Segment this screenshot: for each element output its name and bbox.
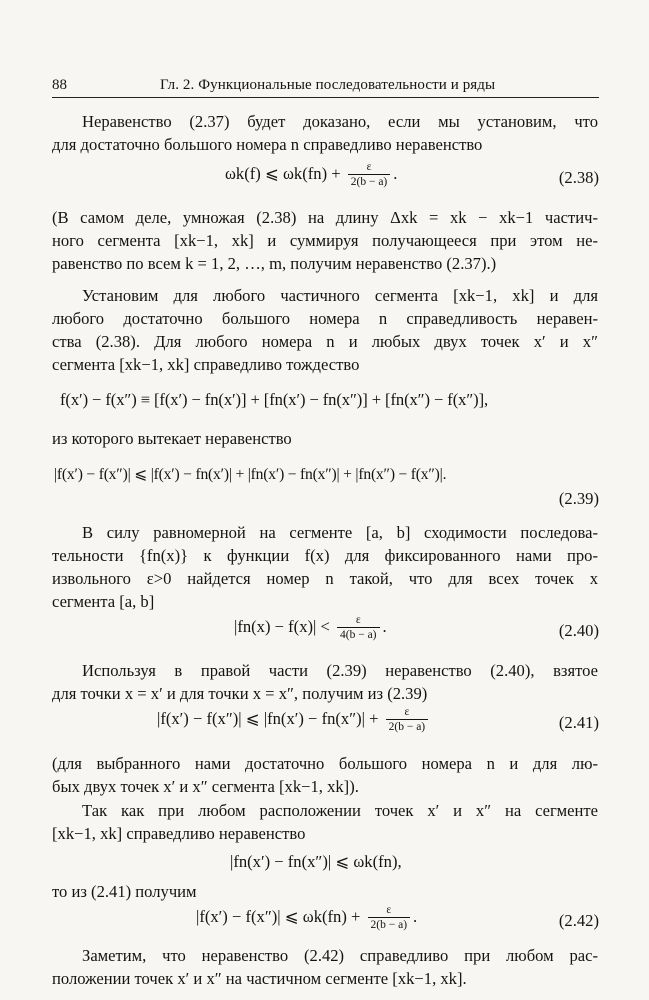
equation-2-41-lhs: |f(x′) − f(x″)| ⩽ |fn(x′) − fn(x″)| +	[157, 708, 379, 728]
text-line-21: то из (2.41) получим	[52, 882, 197, 901]
text-line-19: Так как при любом расположении точек x′ и x″ на сегменте	[82, 801, 598, 820]
text-line-23: положении точек x′ и x″ на частичном сегменте [xk−1, xk].	[52, 969, 467, 988]
text-line-16: для точки x = x′ и для точки x = x″, получим из (2.39)	[52, 684, 428, 703]
equation-label-2-39: (2.39)	[558, 489, 599, 508]
text-line-14: сегмента [a, b]	[52, 592, 155, 611]
equation-end: .	[382, 616, 387, 636]
equation-label-2-38: (2.38)	[558, 168, 599, 187]
text-line-11: В силу равномерной на сегменте [a, b] сходимости последова-	[82, 523, 598, 542]
equation-2-40-fraction	[337, 614, 380, 642]
fraction-denominator: 2(b − a)	[348, 174, 391, 189]
text-line-12: тельности {fn(x)} к функции f(x) для фиксированного нами про-	[52, 546, 598, 565]
text-line-1: Неравенство (2.37) будет доказано, если мы установим, что	[82, 112, 598, 131]
page-number: 88	[52, 77, 67, 93]
equation-end: .	[413, 906, 418, 926]
equation-2-38	[225, 161, 397, 189]
text-line-10: из которого вытекает неравенство	[52, 429, 292, 448]
header-rule	[52, 97, 599, 98]
fraction-denominator: 2(b − a)	[368, 917, 411, 932]
running-title: Гл. 2. Функциональные последовательности и ряды	[160, 77, 496, 93]
equation-label-2-40: (2.40)	[558, 621, 599, 640]
equation-2-41	[157, 706, 431, 734]
equation-end: .	[393, 163, 398, 183]
text-line-9: сегмента [xk−1, xk] справедливо тождество	[52, 355, 360, 374]
text-line-2: для достаточно большого номера n справедливо неравенство	[52, 135, 483, 154]
fraction-denominator: 2(b − a)	[386, 719, 429, 734]
equation-2-42-fraction	[368, 904, 411, 932]
text-line-3: (В самом деле, умножая (2.38) на длину Δxk = xk − xk−1 частич-	[52, 208, 598, 227]
fraction-numerator: ε	[366, 161, 372, 173]
text-line-15: Используя в правой части (2.39) неравенство (2.40), взятое	[82, 661, 598, 680]
equation-2-41-fraction	[386, 706, 429, 734]
equation-2-38-lhs: ωk(f) ⩽ ωk(fn) +	[225, 163, 341, 183]
equation-2-40	[234, 614, 387, 642]
equation-label-2-41: (2.41)	[558, 713, 599, 732]
identity-equation: f(x′) − f(x″) ≡ [f(x′) − fn(x′)] + [fn(x′) − fn(x″)] + [fn(x″) − f(x″)],	[60, 390, 489, 409]
text-line-7: любого достаточно большого номера n справедливость неравен-	[52, 309, 598, 328]
fraction-numerator: ε	[355, 614, 361, 626]
equation-2-42	[196, 904, 417, 932]
text-line-5: равенство по всем k = 1, 2, …, m, получим неравенство (2.37).)	[52, 254, 497, 273]
equation-2-38-fraction	[348, 161, 391, 189]
fraction-numerator: ε	[404, 706, 410, 718]
fraction-denominator: 4(b − a)	[337, 627, 380, 642]
text-line-22: Заметим, что неравенство (2.42) справедливо при любом рас-	[82, 946, 598, 965]
text-line-17: (для выбранного нами достаточно большого номера n и для лю-	[52, 754, 598, 773]
equation-2-39: |f(x′) − f(x″)| ⩽ |f(x′) − fn(x′)| + |fn(x′) − fn(x″)| + |fn(x″) − f(x″)|.	[54, 466, 447, 483]
text-line-4: ного сегмента [xk−1, xk] и суммируя получающееся при этом не-	[52, 231, 598, 250]
text-line-6: Установим для любого частичного сегмента [xk−1, xk] и для	[82, 286, 598, 305]
equation-2-42-lhs: |f(x′) − f(x″)| ⩽ ωk(fn) +	[196, 906, 361, 926]
equation-2-40-lhs: |fn(x) − f(x)| <	[234, 616, 330, 636]
oscillation-inequality: |fn(x′) − fn(x″)| ⩽ ωk(fn),	[230, 852, 402, 871]
text-line-18: бых двух точек x′ и x″ сегмента [xk−1, xk]).	[52, 777, 359, 796]
fraction-numerator: ε	[386, 904, 392, 916]
text-line-20: [xk−1, xk] справедливо неравенство	[52, 824, 306, 843]
equation-label-2-42: (2.42)	[558, 911, 599, 930]
text-line-8: ства (2.38). Для любого номера n и любых двух точек x′ и x″	[52, 332, 598, 351]
text-line-13: извольного ε>0 найдется номер n такой, что для всех точек x	[52, 569, 598, 588]
